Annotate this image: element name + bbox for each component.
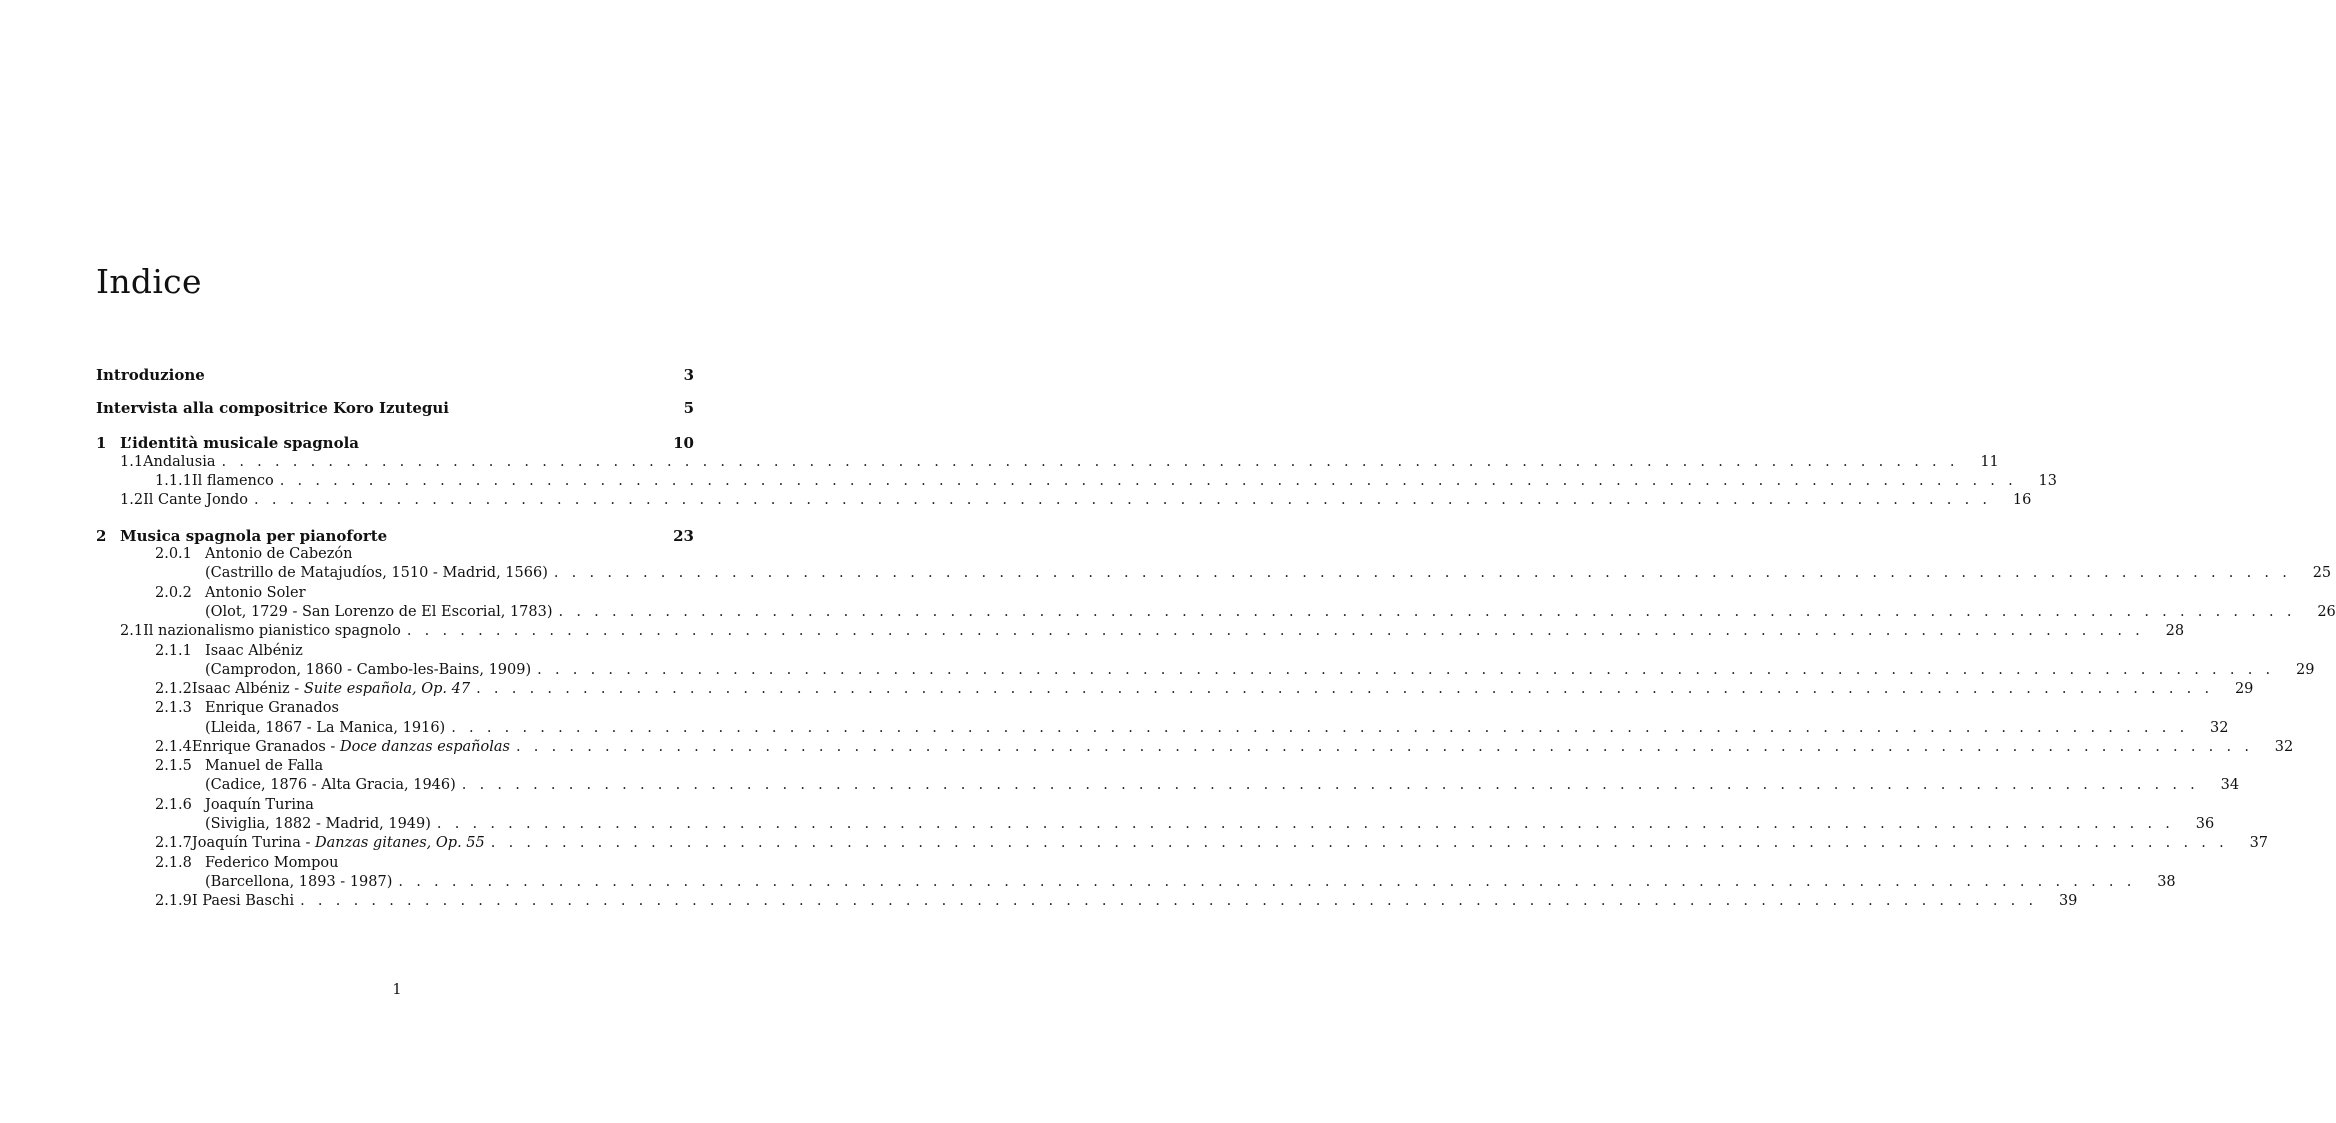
toc-entry-subsection-2-1-8-dates[interactable] xyxy=(205,874,2176,894)
toc-entry-section-1-2[interactable] xyxy=(120,492,2032,512)
toc-page: 29 xyxy=(2234,681,2254,697)
toc-number: 2.1.6 xyxy=(155,797,192,813)
toc-title: Isaac Albéniz xyxy=(205,643,303,659)
toc-page: 16 xyxy=(2012,492,2032,508)
toc-leader xyxy=(216,454,1959,470)
toc-entry-subsection-2-1-6-dates[interactable] xyxy=(205,816,2215,836)
toc-page: 25 xyxy=(2312,565,2332,581)
toc-page: 34 xyxy=(2220,777,2240,793)
toc-title xyxy=(192,681,470,697)
toc-title-work: Danzas gitanes, Op. 55 xyxy=(314,835,485,851)
toc-page: 5 xyxy=(683,399,694,417)
toc-entry-subsection-2-0-1[interactable] xyxy=(155,546,694,566)
toc-number: 2.1.2 xyxy=(155,681,192,697)
toc-title xyxy=(192,739,510,755)
toc-subtitle: (Cadice, 1876 - Alta Gracia, 1946) xyxy=(205,777,456,793)
toc-title: Introduzione xyxy=(96,366,205,384)
toc-entry-section-2-1[interactable] xyxy=(120,623,2185,643)
toc-subtitle: (Barcellona, 1893 - 1987) xyxy=(205,874,393,890)
toc-leader xyxy=(445,720,2188,736)
toc-entry-chapter-1[interactable] xyxy=(96,434,694,454)
toc-number: 2.1 xyxy=(120,623,144,639)
toc-subtitle: (Siviglia, 1882 - Madrid, 1949) xyxy=(205,816,431,832)
toc-entry-subsection-2-1-1[interactable] xyxy=(155,643,694,663)
toc-entry-subsection-2-1-7[interactable] xyxy=(155,835,2269,855)
toc-title: I Paesi Baschi xyxy=(191,893,295,909)
toc-leader xyxy=(431,816,2174,832)
toc-title: Il Cante Jondo xyxy=(143,492,249,508)
toc-title: Enrique Granados xyxy=(205,700,339,716)
toc-number: 2 xyxy=(96,527,107,545)
toc-page: 3 xyxy=(683,366,694,384)
toc-leader xyxy=(485,835,2228,851)
toc-page: 39 xyxy=(2058,893,2078,909)
toc-entry-subsection-2-1-1-dates[interactable] xyxy=(205,662,2315,682)
toc-page: 11 xyxy=(1980,454,1999,470)
toc-entry-subsection-2-0-2-dates[interactable] xyxy=(205,604,2336,624)
toc-number: 1.2 xyxy=(120,492,144,508)
toc-leader xyxy=(548,565,2291,581)
toc-leader xyxy=(294,893,2037,909)
toc-leader xyxy=(470,681,2213,697)
toc-page: 28 xyxy=(2165,623,2185,639)
toc-subtitle: (Camprodon, 1860 - Cambo-les-Bains, 1909) xyxy=(205,662,532,678)
toc-title: Joaquín Turina xyxy=(205,797,314,813)
toc-entry-intervista[interactable] xyxy=(96,399,694,419)
page-number: 1 xyxy=(392,982,402,998)
toc-page: 38 xyxy=(2157,874,2176,890)
toc-entry-section-1-1[interactable] xyxy=(120,454,1999,474)
toc-number: 2.0.2 xyxy=(155,585,192,601)
toc-title: Il nazionalismo pianistico spagnolo xyxy=(143,623,401,639)
toc-entry-subsection-2-1-4[interactable] xyxy=(155,739,2294,759)
toc-title: Antonio de Cabezón xyxy=(205,546,353,562)
toc-entry-subsection-2-1-5[interactable] xyxy=(155,758,694,778)
toc-title: Musica spagnola per pianoforte xyxy=(120,527,388,545)
toc-entry-subsection-2-1-3-dates[interactable] xyxy=(205,720,2229,740)
page-title: Indice xyxy=(96,262,202,301)
toc-number: 2.1.7 xyxy=(155,835,192,851)
toc-page: 23 xyxy=(673,527,694,545)
toc-title-text: Enrique Granados - xyxy=(191,739,340,755)
toc-subtitle: (Olot, 1729 - San Lorenzo de El Escorial, 1783) xyxy=(205,604,553,620)
toc-title-work: Suite española, Op. 47 xyxy=(303,681,471,697)
toc-leader xyxy=(456,777,2199,793)
toc-leader xyxy=(531,662,2274,678)
toc-subtitle: (Lleida, 1867 - La Manica, 1916) xyxy=(205,720,446,736)
toc-number: 1 xyxy=(96,434,107,452)
toc-entry-subsection-1-1-1[interactable] xyxy=(155,473,2057,493)
toc-title-text: Joaquín Turina - xyxy=(191,835,315,851)
toc-entry-subsection-2-1-2[interactable] xyxy=(155,681,2254,701)
toc-title: Intervista alla compositrice Koro Izutegui xyxy=(96,399,450,417)
toc-entry-subsection-2-1-3[interactable] xyxy=(155,700,694,720)
toc-title: Antonio Soler xyxy=(205,585,306,601)
toc-page: 29 xyxy=(2295,662,2315,678)
toc-number: 2.0.1 xyxy=(155,546,192,562)
toc-number: 2.1.4 xyxy=(155,739,192,755)
toc-title: Il flamenco xyxy=(191,473,274,489)
toc-page: 13 xyxy=(2038,473,2057,489)
toc-entry-chapter-2[interactable] xyxy=(96,527,694,547)
toc-entry-subsection-2-0-2[interactable] xyxy=(155,585,694,605)
toc-entry-subsection-2-1-8[interactable] xyxy=(155,855,694,875)
toc-entry-subsection-2-1-9[interactable] xyxy=(155,893,2078,913)
toc-title-work: Doce danzas españolas xyxy=(339,739,510,755)
toc-page: 37 xyxy=(2249,835,2269,851)
toc-subtitle: (Castrillo de Matajudíos, 1510 - Madrid, 1566) xyxy=(205,565,548,581)
toc-number: 2.1.3 xyxy=(155,700,192,716)
toc-leader xyxy=(510,739,2253,755)
toc-title-text: Isaac Albéniz - xyxy=(191,681,304,697)
toc-entry-subsection-2-1-6[interactable] xyxy=(155,797,694,817)
toc-entry-introduzione[interactable] xyxy=(96,366,694,386)
toc-page: 36 xyxy=(2195,816,2215,832)
toc-title: L’identità musicale spagnola xyxy=(120,434,360,452)
toc-page: 26 xyxy=(2317,604,2336,620)
toc-title xyxy=(192,835,485,851)
toc-title: Federico Mompou xyxy=(205,855,339,871)
toc-number: 2.1.5 xyxy=(155,758,192,774)
toc-number: 1.1.1 xyxy=(155,473,192,489)
toc-leader xyxy=(553,604,2296,620)
toc-number: 2.1.9 xyxy=(155,893,192,909)
toc-page: 10 xyxy=(673,434,694,452)
toc-entry-subsection-2-1-5-dates[interactable] xyxy=(205,777,2240,797)
toc-leader xyxy=(392,874,2135,890)
toc-number: 1.1 xyxy=(120,454,144,470)
toc-number: 2.1.8 xyxy=(155,855,192,871)
toc-number: 2.1.1 xyxy=(155,643,192,659)
toc-leader xyxy=(274,473,2017,489)
toc-entry-subsection-2-0-1-dates[interactable] xyxy=(205,565,2332,585)
toc-title: Manuel de Falla xyxy=(205,758,324,774)
toc-page: 32 xyxy=(2210,720,2229,736)
toc-title: Andalusia xyxy=(143,454,216,470)
toc-leader xyxy=(248,492,1991,508)
toc-leader xyxy=(401,623,2144,639)
toc-page: 32 xyxy=(2274,739,2294,755)
